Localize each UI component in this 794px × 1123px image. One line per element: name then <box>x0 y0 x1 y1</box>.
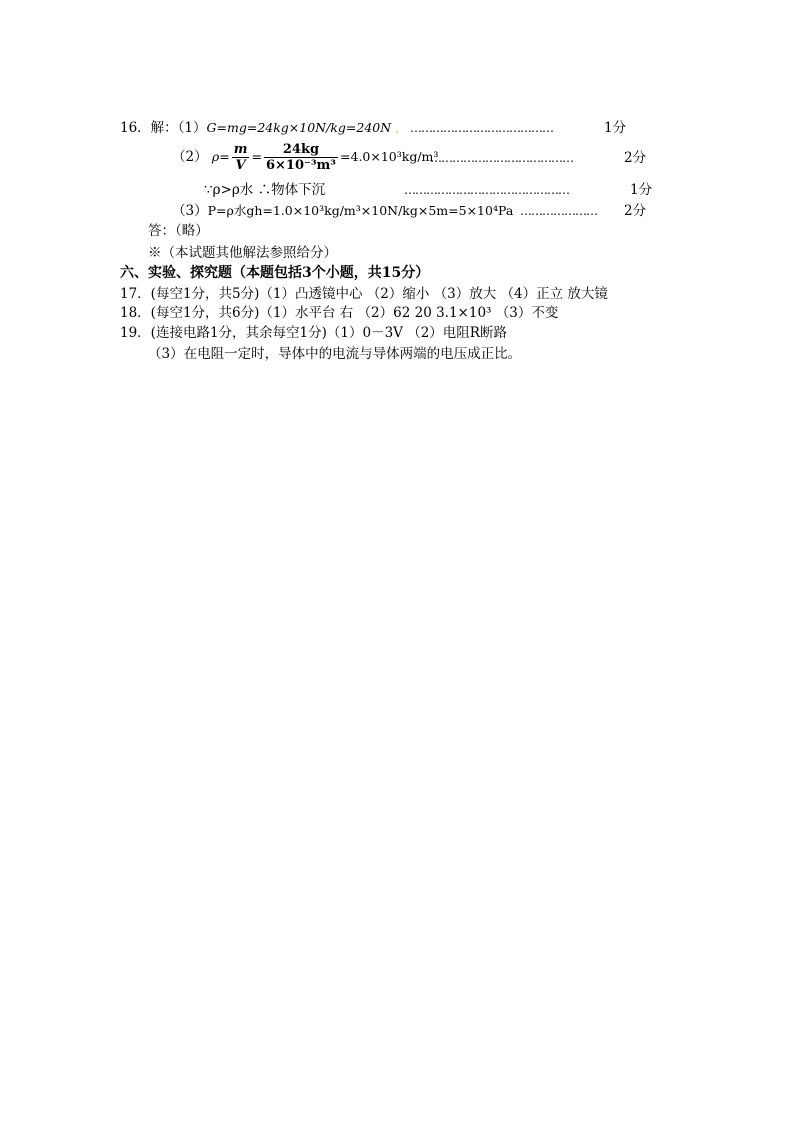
q16-p2-rho: ρ= <box>211 149 230 164</box>
q16-p2b-dots: ……………………………………… <box>404 183 569 197</box>
q16-p3-score: 2分 <box>624 203 647 219</box>
q16-p2-fraction-mv <box>232 142 250 173</box>
q16-p1-mark: ， <box>395 124 406 135</box>
section6-heading: 六、实验、探究题（本题包括3个小题，共15分） <box>120 265 430 281</box>
q16-line2 <box>172 140 438 174</box>
q16-p2-frac2-num: 24kg <box>264 142 338 158</box>
q16-p3-equation: P=ρ水gh=1.0×10³kg/m³×10N/kg×5m=5×10⁴Pa <box>207 203 514 218</box>
q16-line3 <box>172 202 513 220</box>
q19-line1: 19．(连接电路1分，其余每空1分)（1）0－3V （2）电阻R断路 <box>120 325 507 341</box>
q17-line: 17．(每空1分，共5分)（1）凸透镜中心 （2）缩小 （3）放大 （4）正立 放大镜 <box>120 286 608 302</box>
q16-p3-label: （3） <box>172 203 208 219</box>
q16-p2-frac-den: V <box>235 158 246 173</box>
q18-line: 18．(每空1分，共6分)（1）水平台 右 （2）62 20 3.1×10³ （3）不变 <box>120 305 559 321</box>
q16-line1 <box>120 119 405 139</box>
q16-p2-frac-num: m <box>233 142 248 157</box>
q16-p3-dots: ………………… <box>520 204 597 218</box>
q16-p1-equation: G=mg=24kg×10N/kg=240N <box>206 120 392 135</box>
q16-p2b-text: ∵ρ>ρ水 ∴物体下沉 <box>204 182 326 198</box>
q16-p1-label: （1） <box>177 120 207 136</box>
q16-p2-frac2-den: 6×10⁻³m³ <box>265 158 337 173</box>
q16-p2-dots: ………………………………… <box>430 151 573 165</box>
q16-number: 16．解： <box>120 120 178 136</box>
q16-p2-result: =4.0×10³kg/m³ <box>340 149 439 164</box>
q16-p1-score: 1分 <box>604 120 627 136</box>
q16-p2b-score: 1分 <box>630 182 653 198</box>
q16-note: ※（本试题其他解法参照给分） <box>148 245 337 261</box>
q16-p2-eq: = <box>251 149 262 164</box>
q16-p2-score: 2分 <box>624 150 647 166</box>
q16-p2-label: （2） <box>172 149 208 165</box>
q16-p1-dots: ………………………………… <box>410 121 553 135</box>
q19-line2: （3）在电阻一定时，导体中的电流与导体两端的电压成正比。 <box>148 346 522 362</box>
q16-p2-fraction-values <box>264 142 338 173</box>
q16-answer: 答：（略） <box>148 223 209 239</box>
